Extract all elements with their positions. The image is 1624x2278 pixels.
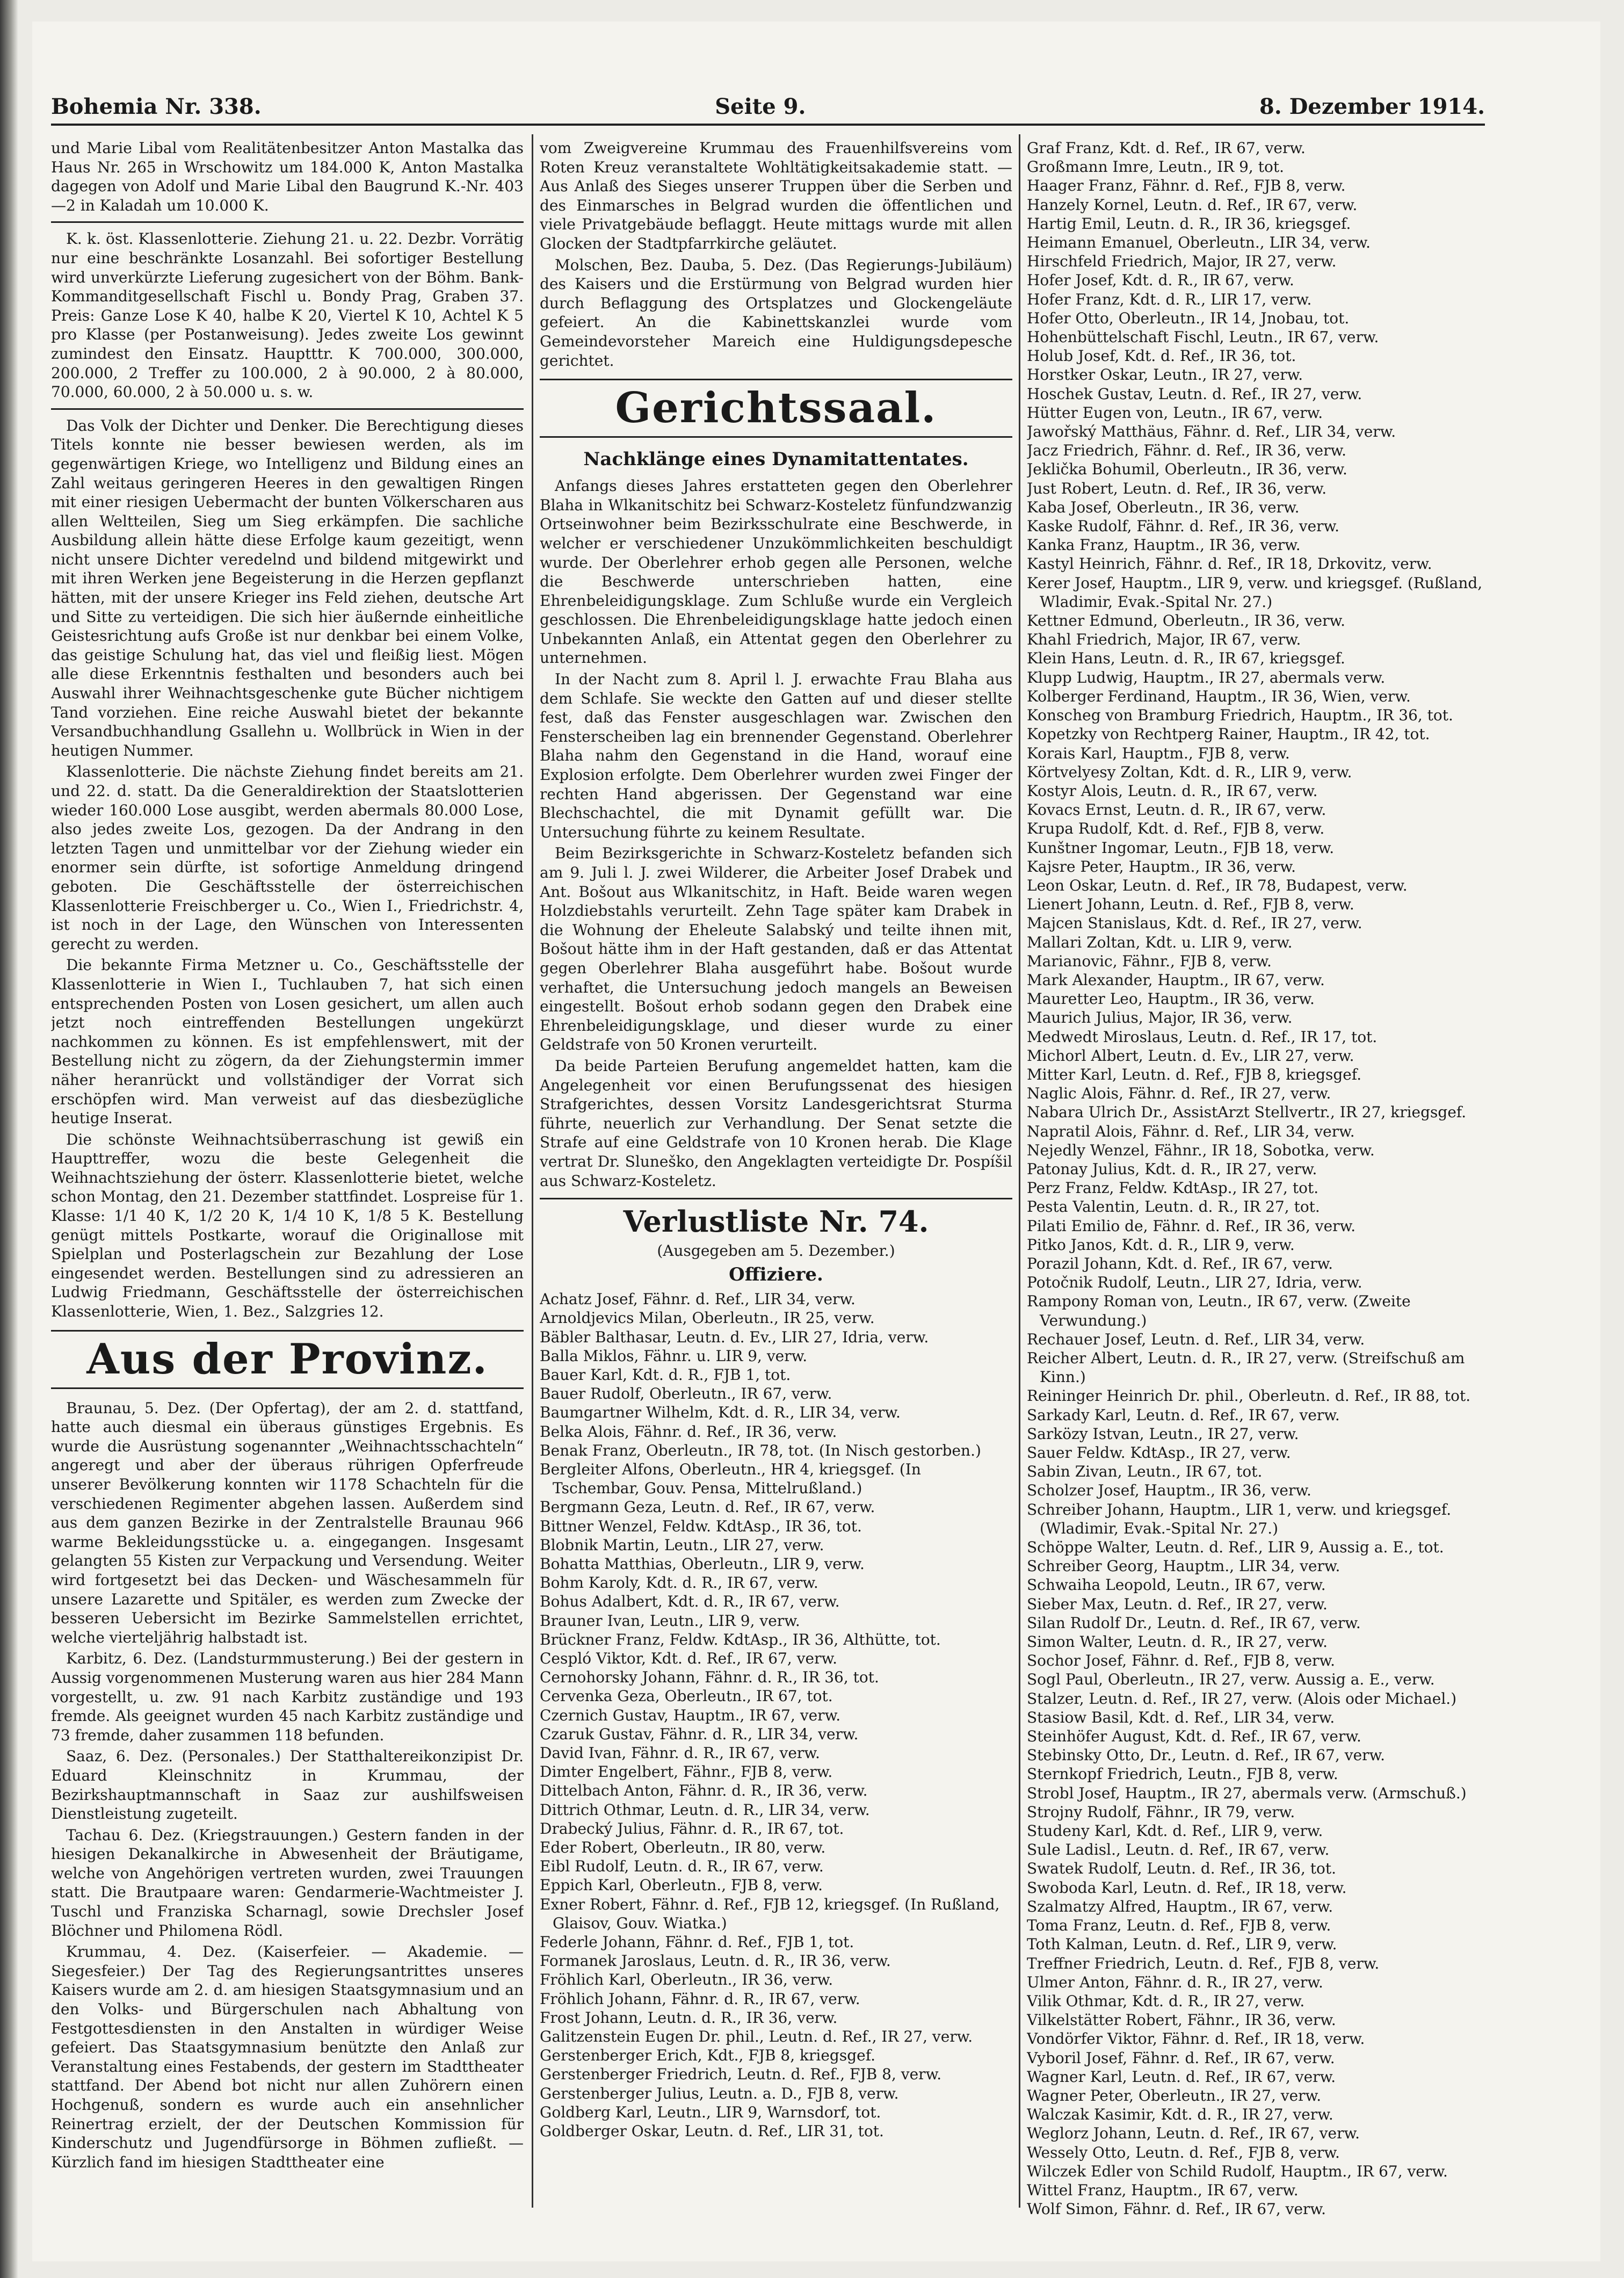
casualty-entry: Sauer Feldw. KdtAsp., IR 27, verw. bbox=[1027, 1444, 1291, 1462]
casualty-entry: Simon Walter, Leutn. d. R., IR 27, verw. bbox=[1027, 1633, 1328, 1651]
casualty-entry: Hütter Eugen von, Leutn., IR 67, verw. bbox=[1027, 403, 1323, 422]
casualty-entry: Patonay Julius, Kdt. d. R., IR 27, verw. bbox=[1027, 1160, 1317, 1178]
casualty-entry: Kajsre Peter, Hauptm., IR 36, verw. bbox=[1027, 857, 1296, 876]
casualty-entry: Czaruk Gustav, Fähnr. d. R., LIR 34, verw. bbox=[540, 1725, 859, 1743]
casualty-entry: Scholzer Josef, Hauptm., IR 36, verw. bbox=[1027, 1481, 1311, 1500]
page-header bbox=[51, 86, 1485, 126]
casualty-entry: Strobl Josef, Hauptm., IR 27, abermals verw. (Armschuß.) bbox=[1027, 1784, 1467, 1802]
casualty-entry: Achatz Josef, Fähnr. d. Ref., LIR 34, verw. bbox=[540, 1290, 856, 1308]
casualty-entry: Schreiber Johann, Hauptm., LIR 1, verw. und kriegsgef. (Wladimir, Evak.-Spital Nr. 27.) bbox=[1027, 1500, 1452, 1537]
casualty-entry: Reininger Heinrich Dr. phil., Oberleutn. d. Ref., IR 88, tot. bbox=[1027, 1387, 1471, 1405]
casualty-entry: Weglorz Johann, Leutn. d. Ref., IR 67, verw. bbox=[1027, 2124, 1360, 2143]
casualty-entry: Marianovic, Fähnr., FJB 8, verw. bbox=[1027, 952, 1272, 970]
casualty-entry: Dittelbach Anton, Fähnr. d. R., IR 36, verw. bbox=[540, 1782, 868, 1800]
casualty-entry: Hartig Emil, Leutn. d. R., IR 36, kriegsgef. bbox=[1027, 214, 1351, 233]
article-text: Tachau 6. Dez. (Kriegstrauungen.) Gestern fanden in der hiesigen Dekanalkirche in Abwesenheit der Bräutigame, welche von Angehörigen vertreten wurden, zwei Trauungen statt. Die Brautpaare waren: Gendarmerie-Wachtmeister J. Tuschl und Franziska Scharnagl, sowie Drechsler Josef Blöchner und Philomena Rödl. bbox=[51, 1826, 524, 1940]
casualty-entry: Wagner Karl, Leutn. d. Ref., IR 67, verw. bbox=[1027, 2067, 1336, 2086]
casualty-entry: Mitter Karl, Leutn. d. Ref., FJB 8, kriegsgef. bbox=[1027, 1065, 1362, 1083]
casualty-list-note: (Ausgegeben am 5. Dezember.) bbox=[657, 1242, 895, 1260]
casualty-entry: Konscheg von Bramburg Friedrich, Hauptm., IR 36, tot. bbox=[1027, 706, 1453, 725]
article-text: Beim Bezirksgerichte in Schwarz-Kosteletz befanden sich am 9. Juli l. J. zwei Wilderer, die Arbeiter Josef Drabek und Ant. Bošout aus Wlkanitschitz, in Haft. Beide waren wegen Holzdiebstahls verurteilt. Zehn Tage später kam Drabek in die Wohnung der Eheleute Salabský und teilte ihnen mit, Bošout hätte ihm in der Haft gestanden, daß er das Attentat gegen Oberlehrer Blaha ausgeführt habe. Bošout wurde verhaftet, die Untersuchung jedoch mangels an Beweisen eingestellt. Bošout erhob sodann gegen den Drabek eine Ehrenbeleidigungsklage, und dieser wurde zu einer Geldstrafe von 50 Kronen verurteilt. bbox=[540, 844, 1012, 1054]
casualty-entry: Sule Ladisl., Leutn. d. Ref., IR 67, verw. bbox=[1027, 1841, 1330, 1859]
casualty-entry: Holub Josef, Kdt. d. Ref., IR 36, tot. bbox=[1027, 347, 1296, 365]
section-title: Aus der Provinz. bbox=[51, 1330, 524, 1389]
casualty-entry: Wessely Otto, Leutn. d. Ref., FJB 8, verw. bbox=[1027, 2143, 1340, 2161]
casualty-entry: Bohatta Matthias, Oberleutn., LIR 9, verw. bbox=[540, 1554, 865, 1573]
casualty-entry: Leon Oskar, Leutn. d. Ref., IR 78, Budapest, verw. bbox=[1027, 876, 1408, 894]
casualty-entry: Körtvelyesy Zoltan, Kdt. d. R., LIR 9, verw. bbox=[1027, 763, 1352, 781]
casualty-entry: Schwaiha Leopold, Leutn., IR 67, verw. bbox=[1027, 1576, 1326, 1594]
casualty-entry: Brauner Ivan, Leutn., LIR 9, verw. bbox=[540, 1611, 800, 1630]
casualty-entry: Bittner Wenzel, Feldw. KdtAsp., IR 36, tot. bbox=[540, 1517, 862, 1535]
casualty-entry: Toth Kalman, Leutn. d. Ref., LIR 9, verw. bbox=[1027, 1935, 1337, 1954]
article-text: Braunau, 5. Dez. (Der Opfertag), der am 2. d. stattfand, hatte auch diesmal ein überaus günstiges Ergebnis. Es wurde die Ausrüstung sogenannter „Weihnachtsschachteln“ angeregt und aber der überaus rührigen Opferfreude unserer Bevölkerung konnten wir 1178 Schachteln für die verschiedenen Regimenter abgehen lassen. Außerdem sind aus dem ganzen Bezirke in der Zentralstelle Braunau 966 warme Bekleidungsstücke u. a. eingegangen. Insgesamt gelangten 55 Kisten zur Verpackung und Versendung. Weiter wird fortgesetzt bei das Decken- und Wäschesammeln für unsere Lazarette und Spitäler, es werden zum Zwecke der besseren Uebersicht im Bezirke Sammelstellen errichtet, welche vierteljährig halbstadt ist. bbox=[51, 1399, 524, 1646]
casualty-entry: Kolberger Ferdinand, Hauptm., IR 36, Wien, verw. bbox=[1027, 687, 1411, 705]
casualty-entry: Großmann Imre, Leutn., IR 9, tot. bbox=[1027, 158, 1284, 176]
casualty-entry: Wagner Peter, Oberleutn., IR 27, verw. bbox=[1027, 2086, 1322, 2105]
casualty-entry: Maurich Julius, Major, IR 36, verw. bbox=[1027, 1009, 1293, 1027]
section-title: Gerichtssaal. bbox=[540, 379, 1012, 438]
casualty-entry: Klupp Ludwig, Hauptm., IR 27, abermals verw. bbox=[1027, 668, 1386, 686]
casualty-entry: Cernohorsky Johann, Fähnr. d. R., IR 36, tot. bbox=[540, 1668, 879, 1687]
casualty-entry: Kaba Josef, Oberleutn., IR 36, verw. bbox=[1027, 498, 1300, 516]
casualty-entry: Sarközy Istvan, Leutn., IR 27, verw. bbox=[1027, 1424, 1299, 1443]
casualty-entry: Vyboril Josef, Fähnr. d. Ref., IR 67, verw. bbox=[1027, 2049, 1335, 2067]
casualty-entry: Haager Franz, Fähnr. d. Ref., FJB 8, verw. bbox=[1027, 177, 1346, 195]
casualty-entry: Horstker Oskar, Leutn., IR 27, verw. bbox=[1027, 366, 1303, 384]
casualty-entry: Rampony Roman von, Leutn., IR 67, verw. (Zweite Verwundung.) bbox=[1027, 1292, 1411, 1329]
column-1 bbox=[51, 139, 524, 2244]
article-text: und Marie Libal vom Realitätenbesitzer Anton Mastalka das Haus Nr. 265 in Wrschowitz um 184.000 K, Anton Mastalka dagegen von Adolf und Marie Libal den Baugrund K.-Nr. 403—2 in Kaladah um 10.000 K. bbox=[51, 139, 524, 214]
casualty-entry: Bohus Adalbert, Kdt. d. R., IR 67, verw. bbox=[540, 1593, 840, 1611]
casualty-entry: Kovacs Ernst, Leutn. d. R., IR 67, verw. bbox=[1027, 801, 1326, 819]
column-rule bbox=[532, 134, 533, 2208]
casualty-entry: Potočnik Rudolf, Leutn., LIR 27, Idria, verw. bbox=[1027, 1274, 1362, 1292]
casualty-entry: Pesta Valentin, Leutn. d. R., IR 27, tot. bbox=[1027, 1198, 1320, 1216]
casualty-list bbox=[1027, 139, 1489, 2218]
article-text: K. k. öst. Klassenlotterie. Ziehung 21. u. 22. Dezbr. Vorrätig nur eine beschränkte Losanzahl. Bei sofortiger Bestellung wird unverkürzte Lieferung zugesichert von der Böhm. Bank-Kommanditgesellschaft Fischl u. Bondy Prag, Graben 37. Preis: Ganze Lose K 40, halbe K 20, Viertel K 10, Achtel K 5 pro Klasse (per Postanweisung). Jedes zweite Los gewinnt zumindest den Einsatz. Hauptttr. K 700.000, 300.000, 200.000, 2 Treffer zu 100.000, 2 à 90.000, 2 à 80.000, 70.000, 60.000, 2 à 50.000 u. s. w. bbox=[51, 230, 524, 401]
casualty-entry: Balla Miklos, Fähnr. u. LIR 9, verw. bbox=[540, 1347, 808, 1365]
casualty-entry: Frost Johann, Leutn. d. R., IR 36, verw. bbox=[540, 2008, 838, 2027]
casualty-entry: Graf Franz, Kdt. d. Ref., IR 67, verw. bbox=[1027, 139, 1306, 157]
casualty-entry: Baumgartner Wilhelm, Kdt. d. R., LIR 34, verw. bbox=[540, 1404, 901, 1422]
casualty-entry: Szalmatzy Alfred, Hauptm., IR 67, verw. bbox=[1027, 1897, 1333, 1915]
casualty-entry: Kopetzky von Rechtperg Rainer, Hauptm., IR 42, tot. bbox=[1027, 725, 1430, 743]
casualty-entry: Gerstenberger Friedrich, Leutn. d. Ref., FJB 8, verw. bbox=[540, 2065, 942, 2084]
article-text: Die bekannte Firma Metzner u. Co., Geschäftsstelle der Klassenlotterie in Wien I., Tuchlauben 7, hat sich einen entsprechenden Posten von Losen gesichert, um allen auch jetzt noch eintreffenden Bestellungen ungekürzt nachkommen zu können. Es ist empfehlenswert, mit der Bestellung nicht zu zögern, da der Ziehungstermin immer näher heranrückt und vollständiger der Vorrat sich erschöpfen wird. Man verweist auf das diesbezügliche heutige Inserat. bbox=[51, 956, 524, 1127]
casualty-entry: Vilik Othmar, Kdt. d. R., IR 27, verw. bbox=[1027, 1992, 1305, 2010]
casualty-entry: Bäbler Balthasar, Leutn. d. Ev., LIR 27, Idria, verw. bbox=[540, 1328, 929, 1346]
casualty-entry: Vondörfer Viktor, Fähnr. d. Ref., IR 18, verw. bbox=[1027, 2030, 1365, 2048]
casualty-entry: Korais Karl, Hauptm., FJB 8, verw. bbox=[1027, 744, 1290, 762]
casualty-entry: Gerstenberger Julius, Leutn. a. D., FJB 8, verw. bbox=[540, 2084, 899, 2102]
casualty-entry: Bauer Karl, Kdt. d. R., FJB 1, tot. bbox=[540, 1365, 791, 1384]
casualty-entry: Exner Robert, Fähnr. d. Ref., FJB 12, kriegsgef. (In Rußland, Glaisov, Gouv. Wiatka.) bbox=[540, 1895, 1000, 1932]
casualty-entry: Fröhlich Karl, Oberleutn., IR 36, verw. bbox=[540, 1971, 833, 1989]
casualty-entry: Kanka Franz, Hauptm., IR 36, verw. bbox=[1027, 536, 1301, 554]
casualty-entry: Majcen Stanislaus, Kdt. d. Ref., IR 27, verw. bbox=[1027, 914, 1362, 932]
casualty-entry: Hofer Josef, Kdt. d. R., IR 67, verw. bbox=[1027, 271, 1294, 290]
casualty-entry: Goldberger Oskar, Leutn. d. Ref., LIR 31, tot. bbox=[540, 2122, 884, 2140]
casualty-entry: Formanek Jaroslaus, Leutn. d. R., IR 36, verw. bbox=[540, 1952, 891, 1970]
casualty-entry: Sieber Max, Leutn. d. Ref., IR 27, verw. bbox=[1027, 1595, 1328, 1613]
article-text: Karbitz, 6. Dez. (Landsturmmusterung.) Bei der gestern in Aussig vorgenommenen Musterung waren aus hier 284 Mann vorgestellt, u. zw. 91 nach Karbitz zuständige und 193 fremde. Als geeignet wurden 45 nach Karbitz zuständige und 73 fremde, daher zusammen 118 befunden. bbox=[51, 1650, 524, 1744]
article-text: Anfangs dieses Jahres erstatteten gegen den Oberlehrer Blaha in Wlkanitschitz bei Schwarz-Kosteletz fünfundzwanzig Ortseinwohner beim Bezirksschulrate eine Beschwerde, in welcher er verschiedener Unzukömmlichkeiten beschuldigt wurde. Der Oberlehrer erhob gegen alle Personen, welche die Beschwerde unterschrieben hatten, eine Ehrenbeleidigungsklage. Zum Schluße wurde ein Vergleich geschlossen. Die Ehrenbeleidigungsklage hatte jedoch einen Unbekannten Anlaß, ein Attentat gegen den Oberlehrer zu unternehmen. bbox=[540, 477, 1012, 667]
casualty-entry: Ulmer Anton, Fähnr. d. R., IR 27, verw. bbox=[1027, 1973, 1323, 1991]
casualty-entry: Khahl Friedrich, Major, IR 67, verw. bbox=[1027, 631, 1301, 649]
casualty-entry: Schreiber Georg, Hauptm., LIR 34, verw. bbox=[1027, 1557, 1340, 1575]
column-2 bbox=[540, 139, 1012, 2244]
casualty-entry: Kastyl Heinrich, Fähnr. d. Ref., IR 18, Drkovitz, verw. bbox=[1027, 555, 1432, 573]
casualty-entry: Silan Rudolf Dr., Leutn. d. Ref., IR 67, verw. bbox=[1027, 1614, 1361, 1632]
casualty-entry: Hirschfeld Friedrich, Major, IR 27, verw. bbox=[1027, 252, 1337, 271]
casualty-entry: Eder Robert, Oberleutn., IR 80, verw. bbox=[540, 1838, 826, 1856]
casualty-entry: Lienert Johann, Leutn. d. Ref., FJB 8, verw. bbox=[1027, 895, 1354, 914]
casualty-entry: Treffner Friedrich, Leutn. d. Ref., FJB 8, verw. bbox=[1027, 1954, 1380, 1972]
casualty-entry: Hoschek Gustav, Leutn. d. Ref., IR 27, verw. bbox=[1027, 385, 1362, 403]
casualty-entry: Gerstenberger Erich, Kdt., FJB 8, kriegsgef. bbox=[540, 2046, 875, 2065]
casualty-entry: Just Robert, Leutn. d. Ref., IR 36, verw. bbox=[1027, 479, 1327, 497]
divider bbox=[51, 408, 524, 410]
casualty-entry: Hohenbüttelschaft Fischl, Leutn., IR 67, verw. bbox=[1027, 328, 1379, 346]
casualty-entry: Sternkopf Friedrich, Leutn., FJB 8, verw. bbox=[1027, 1765, 1338, 1783]
casualty-entry: Steinhöfer August, Kdt. d. Ref., IR 67, verw. bbox=[1027, 1727, 1361, 1746]
casualty-entry: Mark Alexander, Hauptm., IR 67, verw. bbox=[1027, 971, 1325, 989]
casualty-entry: Czernich Gustav, Hauptm., IR 67, verw. bbox=[540, 1706, 841, 1724]
casualty-list-category: Offiziere. bbox=[729, 1264, 823, 1286]
header-page-number: Seite 9. bbox=[715, 94, 806, 119]
casualty-entry: Fröhlich Johann, Fähnr. d. R., IR 67, verw. bbox=[540, 1990, 860, 2008]
casualty-entry: Naglic Alois, Fähnr. d. Ref., IR 27, verw. bbox=[1027, 1084, 1331, 1103]
casualty-entry: Hofer Otto, Oberleutn., IR 14, Jnobau, tot. bbox=[1027, 309, 1350, 327]
casualty-entry: Krupa Rudolf, Kdt. d. Ref., FJB 8, verw. bbox=[1027, 820, 1325, 838]
casualty-entry: Goldberg Karl, Leutn., LIR 9, Warnsdorf, tot. bbox=[540, 2103, 881, 2121]
casualty-entry: Mauretter Leo, Hauptm., IR 36, verw. bbox=[1027, 990, 1315, 1008]
article-headline: Nachklänge eines Dynamitattentates. bbox=[583, 449, 969, 471]
casualty-entry: Bergleiter Alfons, Oberleutn., HR 4, kriegsgef. (In Tschembar, Gouv. Pensa, Mittelrußland.) bbox=[540, 1460, 921, 1498]
casualty-entry: Eppich Karl, Oberleutn., FJB 8, verw. bbox=[540, 1876, 823, 1894]
casualty-entry: Benak Franz, Oberleutn., IR 78, tot. (In Nisch gestorben.) bbox=[540, 1441, 981, 1459]
header-issue: Bohemia Nr. 338. bbox=[51, 94, 262, 119]
casualty-entry: Medwedt Miroslaus, Leutn. d. Ref., IR 17, tot. bbox=[1027, 1028, 1378, 1046]
article-text: Da beide Parteien Berufung angemeldet hatten, kam die Angelegenheit vor einen Berufungssenat des hiesigen Strafgerichtes, dessen Vorsitz Landesgerichtsrat Sturma führte, neuerlich zur Verhandlung. Der Senat setzte die Strafe auf eine Geldstrafe von 10 Kronen herab. Die Klage vertrat Dr. Sluneško, den Angeklagten verteidigte Dr. Pospíšil aus Schwarz-Kosteletz. bbox=[540, 1057, 1012, 1190]
casualty-entry: Kerer Josef, Hauptm., LIR 9, verw. und kriegsgef. (Rußland, Wladimir, Evak.-Spital Nr. 27.) bbox=[1027, 574, 1483, 611]
casualty-entry: Eibl Rudolf, Leutn. d. R., IR 67, verw. bbox=[540, 1857, 824, 1876]
casualty-entry: Schöppe Walter, Leutn. d. Ref., LIR 9, Aussig a. E., tot. bbox=[1027, 1538, 1444, 1557]
casualty-entry: Stalzer, Leutn. d. Ref., IR 27, verw. (Alois oder Michael.) bbox=[1027, 1689, 1457, 1708]
casualty-entry: Hofer Franz, Kdt. d. R., LIR 17, verw. bbox=[1027, 290, 1312, 308]
casualty-entry: Napratil Alois, Fähnr. d. Ref., LIR 34, verw. bbox=[1027, 1122, 1355, 1140]
casualty-entry: Reicher Albert, Leutn. d. R., IR 27, verw. (Streifschuß am Kinn.) bbox=[1027, 1349, 1465, 1386]
casualty-entry: David Ivan, Fähnr. d. R., IR 67, verw. bbox=[540, 1744, 820, 1762]
casualty-entry: Cervenka Geza, Oberleutn., IR 67, tot. bbox=[540, 1687, 833, 1705]
casualty-entry: Pitko Janos, Kdt. d. R., LIR 9, verw. bbox=[1027, 1235, 1295, 1254]
casualty-list-title: Verlustliste Nr. 74. bbox=[540, 1198, 1012, 1239]
casualty-entry: Kunštner Ingomar, Leutn., FJB 18, verw. bbox=[1027, 838, 1335, 857]
article-text: Das Volk der Dichter und Denker. Die Berechtigung dieses Titels konnte nie besser bewiesen werden, als im gegenwärtigen Kriege, wo Intelligenz und Bildung eines an Zahl weitaus geringeren Heeres in den gewaltigen Ringen mit einer riesigen Uebermacht der bunten Völkerscharen aus allen Weltteilen, Sieg um Sieg erkämpfen. Die sachliche Ausbildung allein hätte diese Erfolge kaum gezeitigt, wenn nicht unsere Dichter veredelnd und bildend mitgewirkt und mit ihren Werken jene Begeisterung in die Herzen gepflanzt hätten, mit der unsere Krieger ins Feld ziehen, deutsche Art und Sitte zu verteidigen. Die sich hier äußernde einheitliche Geistesrichtung aufs Große ist nur denkbar bei einem Volke, das geistige Schulung hat, das viel und fleißig liest. Mögen alle diese Erkenntnis festhalten und besonders auch bei Auswahl ihrer Weihnachtsgeschenke gute Bücher nichtigem Tand vorziehen. Eine reiche Auswahl bietet der bekannte Versandbuchhandlung Gsallehn u. Wollbrück in Wien in der heutigen Nummer. bbox=[51, 416, 524, 760]
casualty-entry: Sabin Zivan, Leutn., IR 67, tot. bbox=[1027, 1463, 1263, 1481]
casualty-entry: Swoboda Karl, Leutn. d. Ref., IR 18, verw. bbox=[1027, 1878, 1347, 1897]
article-text: In der Nacht zum 8. April l. J. erwachte Frau Blaha aus dem Schlafe. Sie weckte den Gatten auf und dieser stellte fest, daß das Fenster ausgeschlagen war. Zwischen den Fensterscheiben lag ein brennender Gegenstand. Oberlehrer Blaha nahm den Gegenstand in die Hand, worauf eine Explosion erfolgte. Dem Oberlehrer wurden zwei Finger der rechten Hand abgerissen. Der Gegenstand war eine Blechschachtel, die mit Dynamit gefüllt war. Die Untersuchung führte zu keinem Resultate. bbox=[540, 670, 1012, 841]
casualty-entry: Studeny Karl, Kdt. d. Ref., LIR 9, verw. bbox=[1027, 1822, 1323, 1840]
casualty-entry: Swatek Rudolf, Leutn. d. Ref., IR 36, tot. bbox=[1027, 1860, 1337, 1878]
casualty-entry: Belka Alois, Fähnr. d. Ref., IR 36, verw. bbox=[540, 1422, 837, 1441]
casualty-entry: Michorl Albert, Leutn. d. Ev., LIR 27, verw. bbox=[1027, 1046, 1354, 1065]
casualty-entry: Jeklička Bohumil, Oberleutn., IR 36, verw. bbox=[1027, 460, 1347, 479]
casualty-entry: Walczak Kasimir, Kdt. d. R., IR 27, verw. bbox=[1027, 2106, 1333, 2124]
article-text: Klassenlotterie. Die nächste Ziehung findet bereits am 21. und 22. d. statt. Da die Generaldirektion der Staatslotterien wieder 160.000 Lose ausgibt, werden abermals 80.000 Lose, also jedes zweite Los, gezogen. Da der Andrang in den letzten Tagen und unmittelbar vor der Ziehung wieder ein enormer sein dürfte, ist sofortige Anmeldung dringend geboten. Die Geschäftsstelle der österreichischen Klassenlotterie Freischberger u. Co., Wien I., Friedrichstr. 4, ist noch in der Lage, den Wünschen von Interessenten gerecht zu werden. bbox=[51, 763, 524, 953]
casualty-entry: Jacz Friedrich, Fähnr. d. Ref., IR 36, verw. bbox=[1027, 442, 1346, 460]
casualty-entry: Blobnik Martin, Leutn., LIR 27, verw. bbox=[540, 1536, 824, 1554]
casualty-entry: Vilkelstätter Robert, Fähnr., IR 36, verw. bbox=[1027, 2011, 1336, 2029]
casualty-entry: Kostyr Alois, Leutn. d. R., IR 67, verw. bbox=[1027, 782, 1318, 800]
casualty-entry: Stasiow Basil, Kdt. d. Ref., LIR 34, verw. bbox=[1027, 1708, 1335, 1726]
casualty-entry: Stebinsky Otto, Dr., Leutn. d. Ref., IR 67, verw. bbox=[1027, 1746, 1386, 1764]
casualty-entry: Sogl Paul, Oberleutn., IR 27, verw. Aussig a. E., verw. bbox=[1027, 1670, 1435, 1689]
casualty-entry: Kaske Rudolf, Fähnr. d. Ref., IR 36, verw. bbox=[1027, 517, 1340, 536]
casualty-entry: Brückner Franz, Feldw. KdtAsp., IR 36, Althütte, tot. bbox=[540, 1630, 941, 1648]
divider bbox=[51, 221, 524, 223]
casualty-entry: Bergmann Geza, Leutn. d. Ref., IR 67, verw. bbox=[540, 1498, 875, 1516]
article-text: Molschen, Bez. Dauba, 5. Dez. (Das Regierungs-Jubiläum) des Kaisers und die Erstürmung von Belgrad wurden hier durch Beflaggung des Ortsplatzes und Glockengeläute gefeiert. An die Kabinettskanzlei wurde vom Gemeindevorsteher Mareich eine Huldigungsdepesche gerichtet. bbox=[540, 256, 1012, 370]
casualty-entry: Bohm Karoly, Kdt. d. R., IR 67, verw. bbox=[540, 1574, 818, 1592]
article-text: Die schönste Weihnachtsüberraschung ist gewiß ein Haupttreffer, wozu die beste Gelegenheit die Weihnachtsziehung der österr. Klassenlotterie bietet, welche schon Montag, den 21. Dezember stattfindet. Lospreise für 1. Klasse: 1/1 40 K, 1/2 20 K, 1/4 10 K, 1/8 5 K. Bestellung genügt mittels Postkarte, worauf die Originallose mit Spielplan und Posterlagschein zur Bezahlung der Lose eingesendet werden. Bestellungen sind zu adressieren an Ludwig Friedmann, Geschäftsstelle der österreichischen Klassenlotterie, Wien, 1. Bez., Salzgries 12. bbox=[51, 1130, 524, 1321]
binding-edge bbox=[0, 0, 18, 2278]
casualty-entry: Porazil Johann, Kdt. d. Ref., IR 67, verw. bbox=[1027, 1254, 1333, 1272]
casualty-entry: Dittrich Othmar, Leutn. d. R., LIR 34, verw. bbox=[540, 1800, 870, 1819]
casualty-entry: Wittel Franz, Hauptm., IR 67, verw. bbox=[1027, 2181, 1299, 2199]
casualty-entry: Sochor Josef, Fähnr. d. Ref., FJB 8, verw. bbox=[1027, 1652, 1335, 1670]
column-rule bbox=[1019, 134, 1020, 2208]
casualty-entry: Nejedly Wenzel, Fähnr., IR 18, Sobotka, verw. bbox=[1027, 1141, 1375, 1159]
column-3 bbox=[1027, 139, 1489, 2244]
casualty-entry: Hanzely Kornel, Leutn. d. Ref., IR 67, verw. bbox=[1027, 196, 1358, 214]
casualty-entry: Pilati Emilio de, Fähnr. d. Ref., IR 36, verw. bbox=[1027, 1217, 1356, 1235]
casualty-entry: Kettner Edmund, Oberleutn., IR 36, verw. bbox=[1027, 612, 1346, 630]
article-text: Saaz, 6. Dez. (Personales.) Der Statthaltereikonzipist Dr. Eduard Kleinschnitz in Krummau, der Bezirkshauptmannschaft in Saaz zur aushilfsweisen Dienstleistung zugeteilt. bbox=[51, 1747, 524, 1823]
casualty-entry: Wolf Simon, Fähnr. d. Ref., IR 67, verw. bbox=[1027, 2200, 1326, 2218]
casualty-entry: Sarkady Karl, Leutn. d. Ref., IR 67, verw. bbox=[1027, 1406, 1340, 1424]
casualty-entry: Heimann Emanuel, Oberleutn., LIR 34, verw. bbox=[1027, 234, 1371, 252]
casualty-entry: Wilczek Edler von Schild Rudolf, Hauptm., IR 67, verw. bbox=[1027, 2162, 1448, 2180]
article-text: Krummau, 4. Dez. (Kaiserfeier. — Akademie. — Siegesfeier.) Der Tag des Regierungsantrittes unseres Kaisers wurde am 2. d. am hiesigen Staatsgymnasium und an den Volks- und Bürgerschulen nach Abhaltung von Festgottesdiensten in den Anstalten in würdiger Weise gefeiert. Das Staatsgymnasium benützte den Anlaß zur Veranstaltung eines Festabends, der gestern im Stadttheater stattfand. Der Abend bot nicht nur allen Zuhörern einen Hochgenuß, sondern es wurde auch ein ansehnlicher Reinertrag erzielt, der der Deutschen Kommission für Kinderschutz und Jugendfürsorge in Böhmen zufließt. — Kürzlich fand im hiesigen Stadttheater eine bbox=[51, 1943, 524, 2171]
article-text: vom Zweigvereine Krummau des Frauenhilfsvereins vom Roten Kreuz veranstaltete Wohltätigkeitsakademie statt. — Aus Anlaß des Sieges unserer Truppen über die Serben und des Einmarsches in Belgrad wurden die öffentlichen und viele Privatgebäude beflaggt. Heute mittags wurde mit allen Glocken der Stadtpfarrkirche geläutet. bbox=[540, 139, 1012, 252]
casualty-entry: Toma Franz, Leutn. d. Ref., FJB 8, verw. bbox=[1027, 1917, 1331, 1935]
casualty-entry: Rechauer Josef, Leutn. d. Ref., LIR 34, verw. bbox=[1027, 1330, 1365, 1348]
casualty-entry: Jawořský Matthäus, Fähnr. d. Ref., LIR 34, verw. bbox=[1027, 423, 1396, 441]
casualty-entry: Nabara Ulrich Dr., AssistArzt Stellvertr., IR 27, kriegsgef. bbox=[1027, 1103, 1467, 1122]
casualty-entry: Strojny Rudolf, Fähnr., IR 79, verw. bbox=[1027, 1803, 1295, 1821]
casualty-entry: Arnoldjevics Milan, Oberleutn., IR 25, verw. bbox=[540, 1309, 875, 1327]
casualty-entry: Klein Hans, Leutn. d. R., IR 67, kriegsgef. bbox=[1027, 649, 1345, 668]
casualty-entry: Galitzenstein Eugen Dr. phil., Leutn. d. Ref., IR 27, verw. bbox=[540, 2028, 973, 2046]
casualty-entry: Bauer Rudolf, Oberleutn., IR 67, verw. bbox=[540, 1385, 832, 1403]
casualty-list bbox=[540, 1290, 1012, 2140]
casualty-entry: Drabecký Julius, Fähnr. d. R., IR 67, tot. bbox=[540, 1819, 844, 1838]
casualty-entry: Cespló Viktor, Kdt. d. Ref., IR 67, verw. bbox=[540, 1649, 837, 1667]
casualty-entry: Mallari Zoltan, Kdt. u. LIR 9, verw. bbox=[1027, 933, 1293, 951]
header-date: 8. Dezember 1914. bbox=[1259, 94, 1485, 119]
casualty-entry: Federle Johann, Fähnr. d. Ref., FJB 1, tot. bbox=[540, 1933, 854, 1951]
casualty-entry: Perz Franz, Feldw. KdtAsp., IR 27, tot. bbox=[1027, 1179, 1319, 1197]
casualty-entry: Dimter Engelbert, Fähnr., FJB 8, verw. bbox=[540, 1763, 833, 1781]
